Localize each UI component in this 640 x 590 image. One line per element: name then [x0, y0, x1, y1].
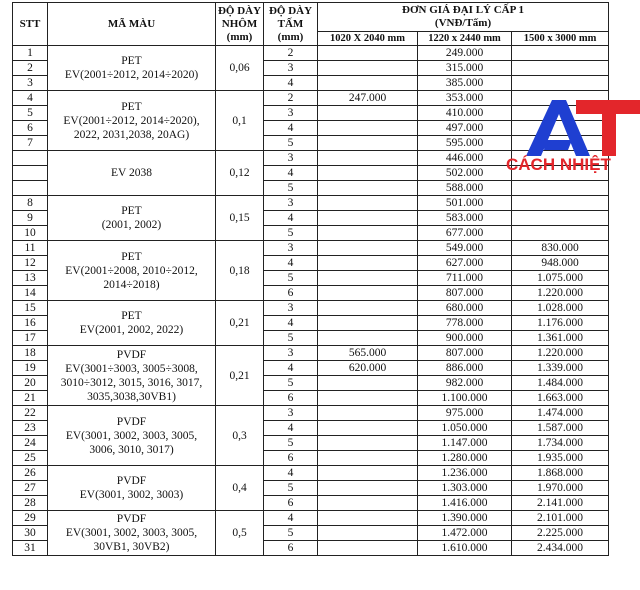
cell-stt: 2: [13, 61, 48, 76]
cell-price-1020x2040: [318, 421, 418, 436]
cell-price-1020x2040: [318, 376, 418, 391]
cell-price-1020x2040: [318, 541, 418, 556]
header-price-unit: (VNĐ/Tấm): [434, 17, 492, 29]
cell-color-code: [48, 241, 216, 301]
cell-price-1500x3000: 830.000: [512, 241, 609, 256]
cell-price-1020x2040: [318, 121, 418, 136]
cell-price-1220x2440: 975.000: [418, 406, 512, 421]
cell-sheet-thickness: 4: [264, 211, 318, 226]
cell-price-1020x2040: [318, 241, 418, 256]
cell-price-1500x3000: 1.075.000: [512, 271, 609, 286]
table-row: [13, 46, 609, 61]
color-code-line: EV(3001, 3002, 3003, 3005,: [65, 429, 198, 442]
cell-price-1500x3000: [512, 226, 609, 241]
cell-price-1020x2040: 565.000: [318, 346, 418, 361]
cell-sheet-thickness: 6: [264, 541, 318, 556]
cell-stt: 11: [13, 241, 48, 256]
color-code-line: PET: [121, 100, 142, 113]
cell-stt: 27: [13, 481, 48, 496]
table-row: [13, 511, 609, 526]
cell-price-1020x2040: [318, 406, 418, 421]
cell-sheet-thickness: 5: [264, 181, 318, 196]
cell-sheet-thickness: 4: [264, 256, 318, 271]
cell-price-1220x2440: 385.000: [418, 76, 512, 91]
cell-sheet-thickness: 5: [264, 331, 318, 346]
cell-price-1500x3000: 1.970.000: [512, 481, 609, 496]
cell-sheet-thickness: 4: [264, 511, 318, 526]
cell-stt: [13, 166, 48, 181]
table-row: [13, 406, 609, 421]
header-stt: STT: [13, 3, 48, 46]
cell-color-code: [48, 466, 216, 511]
cell-stt: 23: [13, 421, 48, 436]
color-code-line: PVDF: [116, 513, 147, 525]
color-code-line: EV(2001÷2008, 2010÷2012,: [65, 264, 198, 277]
color-code-line: PVDF: [116, 415, 147, 428]
cell-price-1220x2440: 886.000: [418, 361, 512, 376]
cell-price-1220x2440: 446.000: [418, 151, 512, 166]
cell-stt: 28: [13, 496, 48, 511]
cell-sheet-thickness: 3: [264, 406, 318, 421]
cell-price-1500x3000: 1.484.000: [512, 376, 609, 391]
cell-sheet-thickness: 5: [264, 376, 318, 391]
cell-price-1220x2440: 778.000: [418, 316, 512, 331]
cell-stt: 1: [13, 46, 48, 61]
cell-price-1500x3000: [512, 181, 609, 196]
color-code-line: PVDF: [116, 475, 147, 487]
cell-stt: 21: [13, 391, 48, 406]
cell-price-1020x2040: [318, 391, 418, 406]
header-price-group: [318, 3, 609, 32]
cell-sheet-thickness: 4: [264, 166, 318, 181]
cell-aluminum-thickness: 0,21: [216, 346, 264, 406]
cell-sheet-thickness: 4: [264, 316, 318, 331]
cell-price-1500x3000: 1.361.000: [512, 331, 609, 346]
cell-stt: 7: [13, 136, 48, 151]
cell-price-1020x2040: [318, 46, 418, 61]
color-code-line: EV(3001, 3002, 3003, 3005,: [65, 527, 198, 539]
table-row: [13, 346, 609, 361]
cell-price-1220x2440: 1.303.000: [418, 481, 512, 496]
color-code-line: PET: [121, 55, 142, 67]
color-code-line: 2022, 2031,2038, 20AG): [73, 128, 190, 141]
cell-sheet-thickness: 2: [264, 91, 318, 106]
cell-price-1500x3000: 1.176.000: [512, 316, 609, 331]
cell-price-1020x2040: [318, 301, 418, 316]
cell-price-1020x2040: [318, 526, 418, 541]
cell-price-1500x3000: [512, 211, 609, 226]
cell-price-1220x2440: 900.000: [418, 331, 512, 346]
cell-price-1020x2040: [318, 496, 418, 511]
color-code-line: EV(3001÷3003, 3005÷3008,: [65, 362, 198, 375]
cell-price-1020x2040: [318, 466, 418, 481]
cell-price-1500x3000: 2.434.000: [512, 541, 609, 556]
cell-color-code: [48, 301, 216, 346]
cell-stt: 17: [13, 331, 48, 346]
cell-price-1500x3000: 1.339.000: [512, 361, 609, 376]
cell-price-1220x2440: 1.280.000: [418, 451, 512, 466]
cell-price-1220x2440: 249.000: [418, 46, 512, 61]
cell-price-1220x2440: 502.000: [418, 166, 512, 181]
color-code-line: EV 2038: [111, 167, 152, 179]
cell-sheet-thickness: 3: [264, 301, 318, 316]
price-table: [12, 2, 609, 556]
cell-sheet-thickness: 5: [264, 226, 318, 241]
cell-price-1220x2440: 583.000: [418, 211, 512, 226]
cell-price-1500x3000: 1.220.000: [512, 286, 609, 301]
cell-price-1020x2040: [318, 481, 418, 496]
cell-sheet-thickness: 3: [264, 106, 318, 121]
cell-price-1220x2440: 627.000: [418, 256, 512, 271]
cell-stt: 31: [13, 541, 48, 556]
cell-sheet-thickness: 3: [264, 346, 318, 361]
cell-price-1020x2040: 620.000: [318, 361, 418, 376]
brand-logo: [506, 94, 640, 174]
cell-sheet-thickness: 5: [264, 481, 318, 496]
header-sheet-unit: (mm): [277, 30, 304, 43]
cell-sheet-thickness: 4: [264, 76, 318, 91]
cell-price-1020x2040: [318, 316, 418, 331]
cell-sheet-thickness: 2: [264, 46, 318, 61]
cell-stt: 30: [13, 526, 48, 541]
cell-price-1220x2440: 497.000: [418, 121, 512, 136]
color-code-line: 30VB1, 30VB2): [93, 541, 170, 553]
cell-stt: 4: [13, 91, 48, 106]
cell-sheet-thickness: 5: [264, 136, 318, 151]
cell-price-1500x3000: 948.000: [512, 256, 609, 271]
table-row: [13, 196, 609, 211]
header-sheet-line2: TẤM: [277, 17, 304, 30]
cell-stt: 25: [13, 451, 48, 466]
cell-price-1020x2040: [318, 226, 418, 241]
cell-price-1020x2040: [318, 256, 418, 271]
cell-price-1220x2440: 588.000: [418, 181, 512, 196]
header-aluminum-thickness: [216, 3, 264, 46]
color-code-line: EV(2001÷2012, 2014÷2020): [64, 69, 199, 81]
cell-sheet-thickness: 6: [264, 451, 318, 466]
cell-price-1220x2440: 1.472.000: [418, 526, 512, 541]
cell-stt: 8: [13, 196, 48, 211]
cell-stt: 15: [13, 301, 48, 316]
cell-price-1220x2440: 1.610.000: [418, 541, 512, 556]
cell-price-1220x2440: 1.100.000: [418, 391, 512, 406]
cell-aluminum-thickness: 0,12: [216, 151, 264, 196]
cell-price-1220x2440: 410.000: [418, 106, 512, 121]
cell-price-1500x3000: [512, 196, 609, 211]
cell-price-1020x2040: [318, 436, 418, 451]
color-code-line: 3006, 3010, 3017): [89, 443, 174, 456]
header-sheet-thickness: [264, 3, 318, 46]
cell-price-1220x2440: 549.000: [418, 241, 512, 256]
cell-stt: 14: [13, 286, 48, 301]
cell-sheet-thickness: 3: [264, 196, 318, 211]
logo-text: CÁCH NHIỆT: [506, 155, 611, 174]
header-color-code: MÃ MÀU: [48, 3, 216, 46]
cell-sheet-thickness: 4: [264, 466, 318, 481]
cell-stt: 9: [13, 211, 48, 226]
cell-aluminum-thickness: 0,1: [216, 91, 264, 151]
cell-color-code: [48, 346, 216, 406]
color-code-line: PET: [121, 205, 142, 217]
cell-aluminum-thickness: 0,3: [216, 406, 264, 466]
cell-stt: 10: [13, 226, 48, 241]
cell-price-1500x3000: 2.141.000: [512, 496, 609, 511]
cell-price-1020x2040: [318, 106, 418, 121]
cell-price-1020x2040: [318, 181, 418, 196]
cell-sheet-thickness: 5: [264, 436, 318, 451]
cell-sheet-thickness: 4: [264, 421, 318, 436]
cell-price-1220x2440: 595.000: [418, 136, 512, 151]
cell-color-code: [48, 46, 216, 91]
color-code-line: PET: [121, 310, 142, 322]
cell-stt: 3: [13, 76, 48, 91]
table-row: [13, 241, 609, 256]
cell-price-1500x3000: 2.101.000: [512, 511, 609, 526]
cell-price-1220x2440: 315.000: [418, 61, 512, 76]
color-code-line: EV(3001, 3002, 3003): [79, 489, 184, 501]
cell-price-1500x3000: 1.734.000: [512, 436, 609, 451]
color-code-line: 3035,3038,30VB1): [87, 390, 176, 403]
cell-price-1220x2440: 711.000: [418, 271, 512, 286]
color-code-line: EV(2001÷2012, 2014÷2020),: [63, 114, 200, 127]
cell-price-1220x2440: 501.000: [418, 196, 512, 211]
cell-sheet-thickness: 5: [264, 271, 318, 286]
cell-price-1220x2440: 807.000: [418, 346, 512, 361]
cell-aluminum-thickness: 0,5: [216, 511, 264, 556]
color-code-line: 2014÷2018): [103, 278, 160, 291]
cell-stt: [13, 181, 48, 196]
cell-stt: 5: [13, 106, 48, 121]
cell-price-1020x2040: [318, 196, 418, 211]
cell-price-1220x2440: 1.050.000: [418, 421, 512, 436]
cell-price-1020x2040: [318, 151, 418, 166]
cell-stt: 12: [13, 256, 48, 271]
header-size-1220x2440: 1220 x 2440 mm: [418, 32, 512, 46]
cell-stt: 26: [13, 466, 48, 481]
cell-price-1500x3000: 1.868.000: [512, 466, 609, 481]
cell-sheet-thickness: 6: [264, 496, 318, 511]
cell-price-1020x2040: [318, 451, 418, 466]
cell-sheet-thickness: 6: [264, 391, 318, 406]
cell-sheet-thickness: 3: [264, 61, 318, 76]
table-row: [13, 466, 609, 481]
cell-price-1500x3000: 1.935.000: [512, 451, 609, 466]
cell-price-1020x2040: [318, 211, 418, 226]
cell-price-1020x2040: [318, 511, 418, 526]
cell-stt: 13: [13, 271, 48, 286]
cell-price-1020x2040: [318, 286, 418, 301]
cell-aluminum-thickness: 0,15: [216, 196, 264, 241]
color-code-line: PVDF: [116, 348, 147, 361]
cell-stt: 22: [13, 406, 48, 421]
cell-price-1500x3000: 1.474.000: [512, 406, 609, 421]
color-code-line: (2001, 2002): [101, 219, 162, 231]
cell-sheet-thickness: 5: [264, 526, 318, 541]
header-aluminum-line2: NHÔM: [221, 17, 258, 30]
cell-price-1500x3000: 2.225.000: [512, 526, 609, 541]
cell-stt: 20: [13, 376, 48, 391]
header-aluminum-unit: (mm): [226, 30, 253, 43]
cell-price-1500x3000: 1.028.000: [512, 301, 609, 316]
cell-price-1220x2440: 1.147.000: [418, 436, 512, 451]
cell-price-1220x2440: 353.000: [418, 91, 512, 106]
cell-price-1220x2440: 677.000: [418, 226, 512, 241]
cell-stt: 19: [13, 361, 48, 376]
cell-aluminum-thickness: 0,18: [216, 241, 264, 301]
table-row: [13, 301, 609, 316]
cell-price-1020x2040: 247.000: [318, 91, 418, 106]
cell-color-code: [48, 196, 216, 241]
cell-color-code: [48, 406, 216, 466]
cell-price-1220x2440: 982.000: [418, 376, 512, 391]
cell-price-1220x2440: 807.000: [418, 286, 512, 301]
cell-price-1020x2040: [318, 331, 418, 346]
cell-aluminum-thickness: 0,06: [216, 46, 264, 91]
header-aluminum-line1: ĐỘ DÀY: [217, 4, 262, 17]
cell-aluminum-thickness: 0,4: [216, 466, 264, 511]
cell-color-code: [48, 91, 216, 151]
cell-stt: 18: [13, 346, 48, 361]
cell-price-1020x2040: [318, 271, 418, 286]
cell-sheet-thickness: 3: [264, 151, 318, 166]
cell-sheet-thickness: 4: [264, 361, 318, 376]
header-price-title: ĐƠN GIÁ ĐẠI LÝ CẤP 1: [402, 4, 524, 16]
table-header: [13, 3, 609, 46]
cell-stt: 16: [13, 316, 48, 331]
cell-price-1220x2440: 1.236.000: [418, 466, 512, 481]
cell-price-1020x2040: [318, 166, 418, 181]
cell-aluminum-thickness: 0,21: [216, 301, 264, 346]
color-code-line: 3010÷3012, 3015, 3016, 3017,: [60, 376, 203, 389]
cell-price-1020x2040: [318, 136, 418, 151]
cell-sheet-thickness: 3: [264, 241, 318, 256]
cell-stt: 29: [13, 511, 48, 526]
cell-price-1020x2040: [318, 76, 418, 91]
cell-price-1500x3000: [512, 61, 609, 76]
cell-color-code: [48, 151, 216, 196]
cell-sheet-thickness: 4: [264, 121, 318, 136]
cell-color-code: [48, 511, 216, 556]
cell-price-1220x2440: 680.000: [418, 301, 512, 316]
cell-stt: [13, 151, 48, 166]
header-sheet-line1: ĐỘ DÀY: [268, 4, 313, 17]
cell-price-1500x3000: 1.587.000: [512, 421, 609, 436]
cell-price-1220x2440: 1.390.000: [418, 511, 512, 526]
header-size-1500x3000: 1500 x 3000 mm: [512, 32, 609, 46]
cell-stt: 24: [13, 436, 48, 451]
cell-stt: 6: [13, 121, 48, 136]
cell-price-1500x3000: 1.663.000: [512, 391, 609, 406]
cell-sheet-thickness: 6: [264, 286, 318, 301]
cell-price-1500x3000: [512, 46, 609, 61]
color-code-line: PET: [121, 250, 142, 263]
header-size-1020x2040: 1020 X 2040 mm: [318, 32, 418, 46]
cell-price-1500x3000: [512, 76, 609, 91]
color-code-line: EV(2001, 2002, 2022): [79, 324, 184, 336]
cell-price-1220x2440: 1.416.000: [418, 496, 512, 511]
cell-price-1500x3000: 1.220.000: [512, 346, 609, 361]
cell-price-1020x2040: [318, 61, 418, 76]
